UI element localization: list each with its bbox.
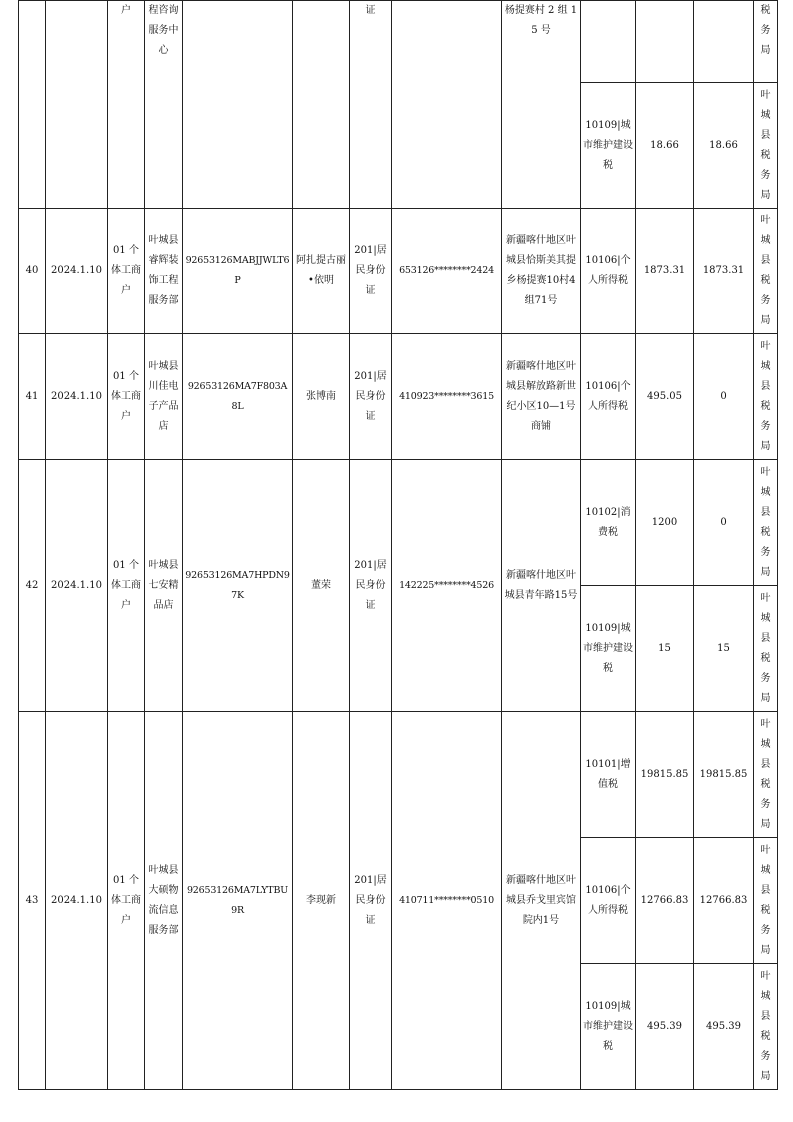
cell-credit-code: 92653126MABJJWLT6P: [183, 209, 293, 334]
cell-id-number: 410711********0510: [392, 712, 502, 1090]
cell-tax-item: 10106|个人所得税: [581, 838, 636, 964]
cell-legal-person: 董荣: [293, 460, 350, 712]
cell-current-arrears: 18.66: [694, 83, 754, 209]
cell-credit-code: [183, 1, 293, 209]
table-body: [19, 1, 778, 1090]
cell-tax-item: [581, 1, 636, 83]
cell-cert-type: 201|居民身份证: [350, 209, 392, 334]
cell-cert-type: 201|居民身份证: [350, 334, 392, 460]
cell-no: 42: [19, 460, 46, 712]
cell-credit-code: 92653126MA7F803A8L: [183, 334, 293, 460]
cell-arrears-amount: 12766.83: [636, 838, 694, 964]
cell-taxpayer-name: 叶城县七安精品店: [145, 460, 183, 712]
cell-tax-item: 10109|城市维护建设税: [581, 83, 636, 209]
cell-taxpayer-type: 01 个体工商户: [108, 712, 145, 1090]
cell-tax-authority: 叶城县税务局: [754, 209, 778, 334]
cell-date: 2024.1.10: [46, 334, 108, 460]
cell-current-arrears: 495.39: [694, 964, 754, 1090]
cell-credit-code: 92653126MA7LYTBU9R: [183, 712, 293, 1090]
cell-address: 新疆喀什地区叶城县解放路新世纪小区10—1号商铺: [502, 334, 581, 460]
cell-legal-person: 李现新: [293, 712, 350, 1090]
cell-taxpayer-name: 叶城县川佳电子产品店: [145, 334, 183, 460]
cell-tax-item: 10106|个人所得税: [581, 334, 636, 460]
cell-cert-type: 201|居民身份证: [350, 712, 392, 1090]
cell-date: [46, 1, 108, 209]
cell-tax-authority: 叶城县税务局: [754, 460, 778, 586]
cell-arrears-amount: 18.66: [636, 83, 694, 209]
cell-legal-person: 阿扎提古丽•依明: [293, 209, 350, 334]
cell-address: 杨提赛村 2 组 15 号: [502, 1, 581, 209]
cell-no: [19, 1, 46, 209]
cell-current-arrears: 0: [694, 334, 754, 460]
cell-address: 新疆喀什地区叶城县乔戈里宾馆院内1号: [502, 712, 581, 1090]
cell-current-arrears: 19815.85: [694, 712, 754, 838]
cell-no: 43: [19, 712, 46, 1090]
cell-tax-item: 10101|增值税: [581, 712, 636, 838]
cell-date: 2024.1.10: [46, 209, 108, 334]
cell-current-arrears: 1873.31: [694, 209, 754, 334]
table-row: [19, 712, 778, 838]
cell-credit-code: 92653126MA7HPDN97K: [183, 460, 293, 712]
cell-no: 40: [19, 209, 46, 334]
cell-current-arrears: 12766.83: [694, 838, 754, 964]
cell-tax-authority: 税务局: [754, 1, 778, 83]
cell-tax-item: 10109|城市维护建设税: [581, 586, 636, 712]
cell-taxpayer-name: 程咨询服务中心: [145, 1, 183, 209]
cell-arrears-amount: 495.39: [636, 964, 694, 1090]
cell-legal-person: [293, 1, 350, 209]
cell-cert-type: 证: [350, 1, 392, 209]
cell-cert-type: 201|居民身份证: [350, 460, 392, 712]
cell-arrears-amount: 19815.85: [636, 712, 694, 838]
cell-id-number: [392, 1, 502, 209]
cell-current-arrears: [694, 1, 754, 83]
table-row: [19, 1, 778, 83]
cell-date: 2024.1.10: [46, 460, 108, 712]
cell-address: 新疆喀什地区叶城县青年路15号: [502, 460, 581, 712]
cell-tax-item: 10106|个人所得税: [581, 209, 636, 334]
cell-tax-authority: 叶城县税务局: [754, 83, 778, 209]
cell-tax-authority: 叶城县税务局: [754, 964, 778, 1090]
cell-address: 新疆喀什地区叶城县恰斯美其提乡杨提赛10村4组71号: [502, 209, 581, 334]
cell-id-number: 142225********4526: [392, 460, 502, 712]
cell-tax-authority: 叶城县税务局: [754, 712, 778, 838]
cell-date: 2024.1.10: [46, 712, 108, 1090]
cell-id-number: 653126********2424: [392, 209, 502, 334]
cell-taxpayer-name: 叶城县睿辉装饰工程服务部: [145, 209, 183, 334]
cell-legal-person: 张博南: [293, 334, 350, 460]
table-row: [19, 209, 778, 334]
cell-tax-item: 10109|城市维护建设税: [581, 964, 636, 1090]
cell-arrears-amount: [636, 1, 694, 83]
cell-taxpayer-type: 01 个体工商户: [108, 334, 145, 460]
tax-arrears-table: [18, 0, 778, 1090]
cell-taxpayer-type: 户: [108, 1, 145, 209]
table-row: [19, 460, 778, 586]
cell-arrears-amount: 1200: [636, 460, 694, 586]
cell-arrears-amount: 495.05: [636, 334, 694, 460]
cell-arrears-amount: 15: [636, 586, 694, 712]
cell-current-arrears: 15: [694, 586, 754, 712]
cell-taxpayer-type: 01 个体工商户: [108, 209, 145, 334]
cell-id-number: 410923********3615: [392, 334, 502, 460]
table-row: [19, 334, 778, 460]
cell-tax-authority: 叶城县税务局: [754, 334, 778, 460]
cell-arrears-amount: 1873.31: [636, 209, 694, 334]
cell-current-arrears: 0: [694, 460, 754, 586]
cell-tax-authority: 叶城县税务局: [754, 838, 778, 964]
cell-taxpayer-type: 01 个体工商户: [108, 460, 145, 712]
cell-taxpayer-name: 叶城县大硕物流信息服务部: [145, 712, 183, 1090]
cell-tax-authority: 叶城县税务局: [754, 586, 778, 712]
cell-tax-item: 10102|消费税: [581, 460, 636, 586]
cell-no: 41: [19, 334, 46, 460]
